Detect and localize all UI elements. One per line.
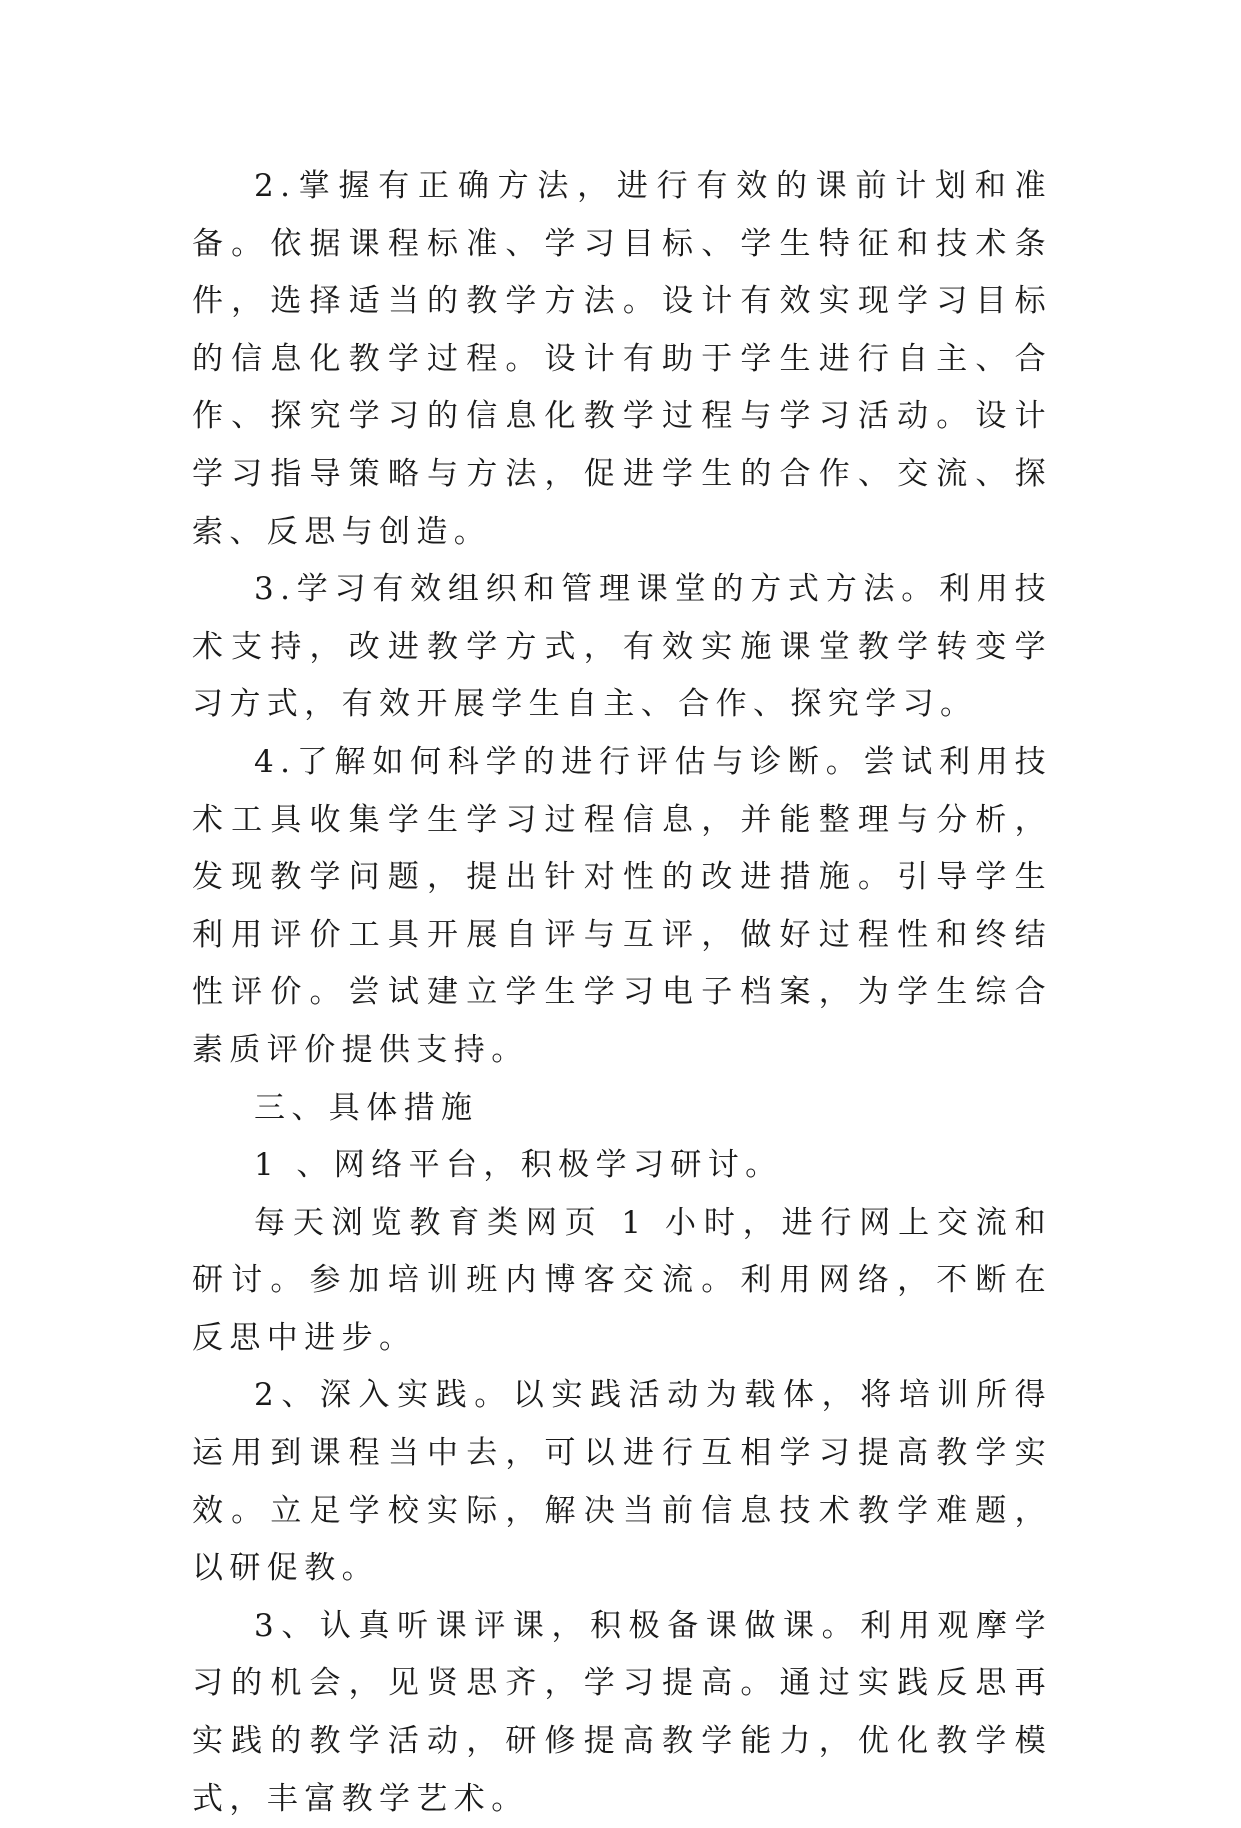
paragraph-item-3: 3.学习有效组织和管理课堂的方式方法。利用技术支持，改进教学方式，有效实施课堂教学转变学习方式，有效开展学生自主、合作、探究学习。 — [192, 571, 1052, 723]
measure-item-2: 2、深入实践。以实践活动为载体，将培训所得运用到课程当中去，可以进行互相学习提高教学实效。立足学校实际，解决当前信息技术教学难题，以研促教。 — [192, 1377, 1052, 1587]
paragraph-item-4: 4.了解如何科学的进行评估与诊断。尝试利用技术工具收集学生学习过程信息，并能整理与分析，发现教学问题，提出针对性的改进措施。引导学生利用评价工具开展自评与互评，做好过程性和终结性评价。尝试建立学生学习电子档案，为学生综合素质评价提供支持。 — [192, 743, 1052, 1068]
paragraph-item-2: 2.掌握有正确方法，进行有效的课前计划和准备。依据课程标准、学习目标、学生特征和技术条件，选择适当的教学方法。设计有效实现学习目标的信息化教学过程。设计有助于学生进行自主、合作、探究学习的信息化教学过程与学习活动。设计学习指导策略与方法，促进学生的合作、交流、探索、反思与创造。 — [192, 168, 1052, 550]
measure-item-1: 1 、网络平台，积极学习研讨。 — [254, 1147, 783, 1184]
section-heading-measures: 三、具体措施 — [254, 1089, 479, 1126]
document-body — [192, 158, 1052, 1828]
measure-item-1-detail: 每天浏览教育类网页 1 小时，进行网上交流和研讨。参加培训班内博客交流。利用网络，不断在反思中进步。 — [192, 1204, 1052, 1356]
measure-item-3: 3、认真听课评课，积极备课做课。利用观摩学习的机会，见贤思齐，学习提高。通过实践反思再实践的教学活动，研修提高教学能力，优化教学模式，丰富教学艺术。 — [192, 1607, 1052, 1817]
